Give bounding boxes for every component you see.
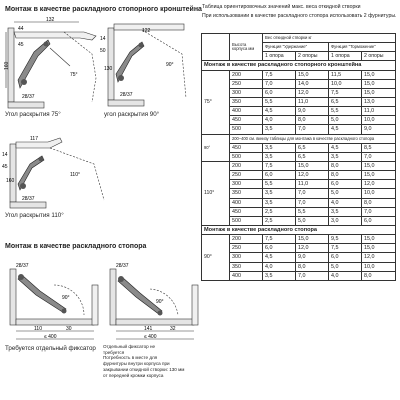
dim-d2-left: 14 [100, 36, 106, 42]
latch-note-line: закрывании откидной створки: 130 мм [103, 366, 185, 372]
table-weight-cell: 6,0 [263, 244, 296, 253]
table-weight-cell: 6,0 [362, 216, 396, 225]
table-weight-cell: 9,0 [296, 253, 329, 262]
table-section-row [202, 61, 396, 70]
table-height-cell: 200 [230, 161, 263, 170]
table-row [202, 235, 396, 244]
dim-d5-r2: 32 [170, 326, 176, 332]
table-weight-cell: 15,0 [362, 235, 396, 244]
dim-d3-angle: 110° [70, 172, 80, 178]
table-weight-cell: 10,0 [329, 79, 362, 88]
table-height-cell: 300 [230, 180, 263, 189]
latch-required-label: Требуется отдельный фиксатор [5, 345, 96, 352]
dim-d1-bot: 160 [4, 61, 10, 70]
table-weight-cell: 5,0 [329, 116, 362, 125]
table-weight-cell: 15,0 [362, 88, 396, 97]
table-row [202, 116, 396, 125]
table-row [202, 198, 396, 207]
table-weight-cell: 7,0 [296, 271, 329, 280]
table-weight-cell: 9,5 [329, 235, 362, 244]
table-angle-cell: 90° [202, 134, 230, 161]
table-weight-cell: 3,5 [329, 152, 362, 161]
table-weight-cell: 12,0 [296, 171, 329, 180]
dim-d1-base: 28/37 [22, 94, 35, 100]
table-header-two: 2 опоры [362, 52, 396, 61]
table-weight-cell: 5,5 [296, 207, 329, 216]
table-weight-cell: 6,0 [329, 253, 362, 262]
table-weight-cell: 8,0 [362, 271, 396, 280]
table-angle-cell: 90° [202, 235, 230, 281]
table-weight-cell: 4,0 [329, 271, 362, 280]
dim-d4-angle: 90° [62, 295, 70, 301]
dim-d3-top: 117 [30, 136, 38, 142]
dim-d3-bot: 160 [6, 178, 15, 184]
dim-d1-mid: 45 [18, 42, 24, 48]
table-weight-cell: 11,0 [296, 97, 329, 106]
table-row [202, 125, 396, 134]
dim-d2-top: 122 [142, 28, 151, 34]
table-weight-cell: 15,0 [296, 70, 329, 79]
latch-note-line: Потребность в месте для [103, 355, 158, 361]
table-header-weight: Вес откидной створки кг [263, 34, 396, 43]
table-weight-cell: 11,0 [362, 107, 396, 116]
table-height-cell: 350 [230, 262, 263, 271]
table-weight-cell: 12,0 [296, 88, 329, 97]
table-weight-cell: 8,0 [296, 262, 329, 271]
dim-d1-angle: 75° [70, 72, 78, 78]
table-weight-cell: 7,5 [263, 235, 296, 244]
table-height-cell: 400 [230, 107, 263, 116]
dim-d1-left: 44 [18, 26, 24, 32]
table-weight-cell: 6,5 [329, 97, 362, 106]
table-weight-cell: 8,0 [296, 116, 329, 125]
diagram-stop-right [104, 255, 200, 343]
table-weight-cell: 3,5 [263, 125, 296, 134]
table-weight-cell: 4,0 [263, 262, 296, 271]
table-row [202, 271, 396, 280]
table-weight-cell: 15,0 [362, 70, 396, 79]
weight-table [201, 33, 396, 281]
table-angle-cell: 75° [202, 70, 230, 134]
table-header-height: Высота корпуса мм [230, 34, 263, 61]
table-weight-cell: 3,5 [329, 207, 362, 216]
table-weight-cell: 7,0 [296, 198, 329, 207]
table-weight-cell: 3,5 [263, 143, 296, 152]
table-weight-cell: 13,0 [362, 97, 396, 106]
dim-d2-base: 28/37 [120, 92, 133, 98]
table-weight-cell: 5,0 [329, 189, 362, 198]
table-section-title: Монтаж в качестве раскладного стопорного кронштейна [202, 61, 396, 70]
table-height-cell: 250 [230, 171, 263, 180]
table-weight-cell: 7,5 [329, 244, 362, 253]
table-weight-cell: 7,5 [329, 88, 362, 97]
heading-stop-mount: Монтаж в качестве раскладного стопора [5, 243, 147, 250]
table-weight-cell: 4,0 [263, 116, 296, 125]
table-weight-cell: 3,0 [329, 216, 362, 225]
table-weight-cell: 6,0 [263, 171, 296, 180]
table-row [202, 107, 396, 116]
table-weight-cell: 2,5 [263, 207, 296, 216]
table-row [202, 244, 396, 253]
table-height-cell: 400 [230, 271, 263, 280]
table-row [202, 152, 396, 161]
table-weight-cell: 4,5 [329, 143, 362, 152]
table-weight-cell: 4,5 [329, 125, 362, 134]
dim-d2-angle: 90° [166, 62, 174, 68]
table-weight-cell: 10,0 [362, 116, 396, 125]
table-weight-cell: 7,0 [263, 79, 296, 88]
dim-d5-base: 28/37 [116, 263, 129, 269]
latch-note-line: от передней кромки корпуса [103, 372, 164, 378]
table-height-cell: 350 [230, 189, 263, 198]
table-weight-cell: 8,5 [362, 143, 396, 152]
table-row [202, 97, 396, 106]
table-subtitle: При использовании в качестве раскладного стопора использовать 2 фурнитуры. [202, 13, 397, 19]
table-weight-cell: 15,0 [362, 161, 396, 170]
table-header-func-hold: Функция "Удержание" [263, 43, 329, 52]
table-angle-cell: 110° [202, 161, 230, 225]
table-weight-cell: 9,0 [296, 107, 329, 116]
table-height-cell: 500 [230, 152, 263, 161]
dim-d3-base: 28/37 [22, 196, 35, 202]
table-height-cell: 250 [230, 79, 263, 88]
table-height-cell: 450 [230, 116, 263, 125]
table-weight-cell: 6,5 [296, 143, 329, 152]
table-weight-cell: 3,5 [263, 198, 296, 207]
table-row [202, 161, 396, 170]
table-weight-cell: 7,0 [296, 125, 329, 134]
caption-angle-90: угол раскрытия 90° [104, 111, 160, 118]
table-weight-cell: 8,0 [329, 161, 362, 170]
table-weight-cell: 10,0 [362, 189, 396, 198]
table-height-cell: 500 [230, 216, 263, 225]
table-height-cell: 300 [230, 88, 263, 97]
dim-d4-r1: 110 [34, 326, 42, 332]
table-weight-cell: 12,0 [362, 180, 396, 189]
table-row [202, 70, 396, 79]
table-weight-cell: 6,5 [296, 152, 329, 161]
table-weight-cell: 2,5 [263, 216, 296, 225]
table-weight-cell: 4,0 [329, 198, 362, 207]
table-weight-cell: 8,0 [329, 171, 362, 180]
dim-d4-r2: 30 [66, 326, 72, 332]
latch-note-line: требуется [103, 349, 125, 355]
table-weight-cell: 15,0 [296, 161, 329, 170]
diagram-stay-75 [4, 18, 100, 110]
table-note-row [202, 134, 396, 143]
table-header-blank [202, 34, 230, 61]
latch-note-line: фурнитуры внутри корпуса при [103, 361, 170, 367]
caption-angle-110: Угол раскрытия 110° [5, 212, 64, 219]
table-row [202, 180, 396, 189]
table-weight-cell: 15,0 [362, 79, 396, 88]
table-height-cell: 500 [230, 125, 263, 134]
table-row [202, 216, 396, 225]
table-weight-cell: 12,0 [362, 253, 396, 262]
dim-d2-bot: 130 [104, 66, 113, 72]
dim-d4-le: ≤ 400 [44, 334, 57, 340]
heading-stay-mount: Монтаж в качестве раскладного стопорного кронштейна [5, 6, 202, 13]
table-height-cell: 450 [230, 143, 263, 152]
table-header-row [202, 34, 396, 43]
dim-d5-angle: 90° [156, 299, 164, 305]
table-weight-cell: 11,0 [296, 180, 329, 189]
diagram-stay-90 [102, 22, 198, 108]
table-weight-cell: 14,0 [296, 79, 329, 88]
table-weight-cell: 15,0 [296, 235, 329, 244]
dim-d4-base: 28/37 [16, 263, 29, 269]
table-weight-cell: 4,5 [263, 107, 296, 116]
table-weight-cell: 5,0 [296, 216, 329, 225]
table-weight-cell: 3,5 [263, 271, 296, 280]
table-weight-cell: 5,5 [329, 107, 362, 116]
table-title: Таблица ориентировочных значений макс. веса откидной створки [202, 4, 361, 10]
table-height-cell: 200 [230, 235, 263, 244]
dim-d5-r1: 141 [144, 326, 153, 332]
table-height-cell: 200 [230, 70, 263, 79]
dim-d3-left: 14 [2, 152, 8, 158]
table-row [202, 88, 396, 97]
table-weight-cell: 10,0 [362, 262, 396, 271]
table-row [202, 189, 396, 198]
table-height-cell: 350 [230, 97, 263, 106]
table-weight-cell: 7,0 [362, 207, 396, 216]
caption-angle-75: Угол раскрытия 75° [5, 111, 61, 118]
table-header-one: 1 опора [263, 52, 296, 61]
table-weight-cell: 7,0 [362, 152, 396, 161]
table-weight-cell: 5,5 [263, 97, 296, 106]
table-note: 200–400 см. вкнизу таблицы для монтажа в качестве раскладного стопора [230, 134, 396, 143]
table-header-func-brake: Функция "Торможение" [329, 43, 396, 52]
table-weight-cell: 3,5 [263, 152, 296, 161]
latch-note [103, 344, 198, 378]
table-row [202, 253, 396, 262]
table-weight-cell: 6,0 [329, 180, 362, 189]
table-weight-cell: 5,0 [329, 262, 362, 271]
dim-d3-mid: 45 [2, 164, 8, 170]
diagram-stay-110 [4, 138, 114, 210]
table-row [202, 207, 396, 216]
dim-d2-mid: 50 [100, 48, 106, 54]
table-weight-cell: 15,0 [362, 244, 396, 253]
table-section-row [202, 225, 396, 234]
table-weight-cell: 7,0 [296, 189, 329, 198]
table-section-title: Монтаж в качестве раскладного стопора [202, 225, 396, 234]
table-height-cell: 300 [230, 253, 263, 262]
table-height-cell: 250 [230, 244, 263, 253]
table-weight-cell: 5,5 [263, 180, 296, 189]
table-weight-cell: 7,5 [263, 161, 296, 170]
table-weight-cell: 11,5 [329, 70, 362, 79]
table-row [202, 143, 396, 152]
table-row [202, 262, 396, 271]
table-weight-cell: 6,0 [263, 88, 296, 97]
table-height-cell: 450 [230, 207, 263, 216]
table-header-one: 1 опора [329, 52, 362, 61]
table-weight-cell: 12,0 [296, 244, 329, 253]
table-height-cell: 400 [230, 198, 263, 207]
table-row [202, 171, 396, 180]
table-weight-cell: 8,0 [362, 198, 396, 207]
dim-d1-top: 132 [46, 17, 55, 23]
dim-d5-le: ≤ 400 [144, 334, 157, 340]
table-weight-cell: 9,0 [362, 125, 396, 134]
table-header-two: 2 опоры [296, 52, 329, 61]
diagram-stop-left [4, 255, 100, 343]
table-row [202, 79, 396, 88]
latch-note-line: Отдельный фиксатор не [103, 344, 156, 349]
table-weight-cell: 15,0 [362, 171, 396, 180]
table-weight-cell: 3,5 [263, 189, 296, 198]
table-weight-cell: 7,5 [263, 70, 296, 79]
table-weight-cell: 4,5 [263, 253, 296, 262]
weight-table-body [202, 34, 396, 281]
